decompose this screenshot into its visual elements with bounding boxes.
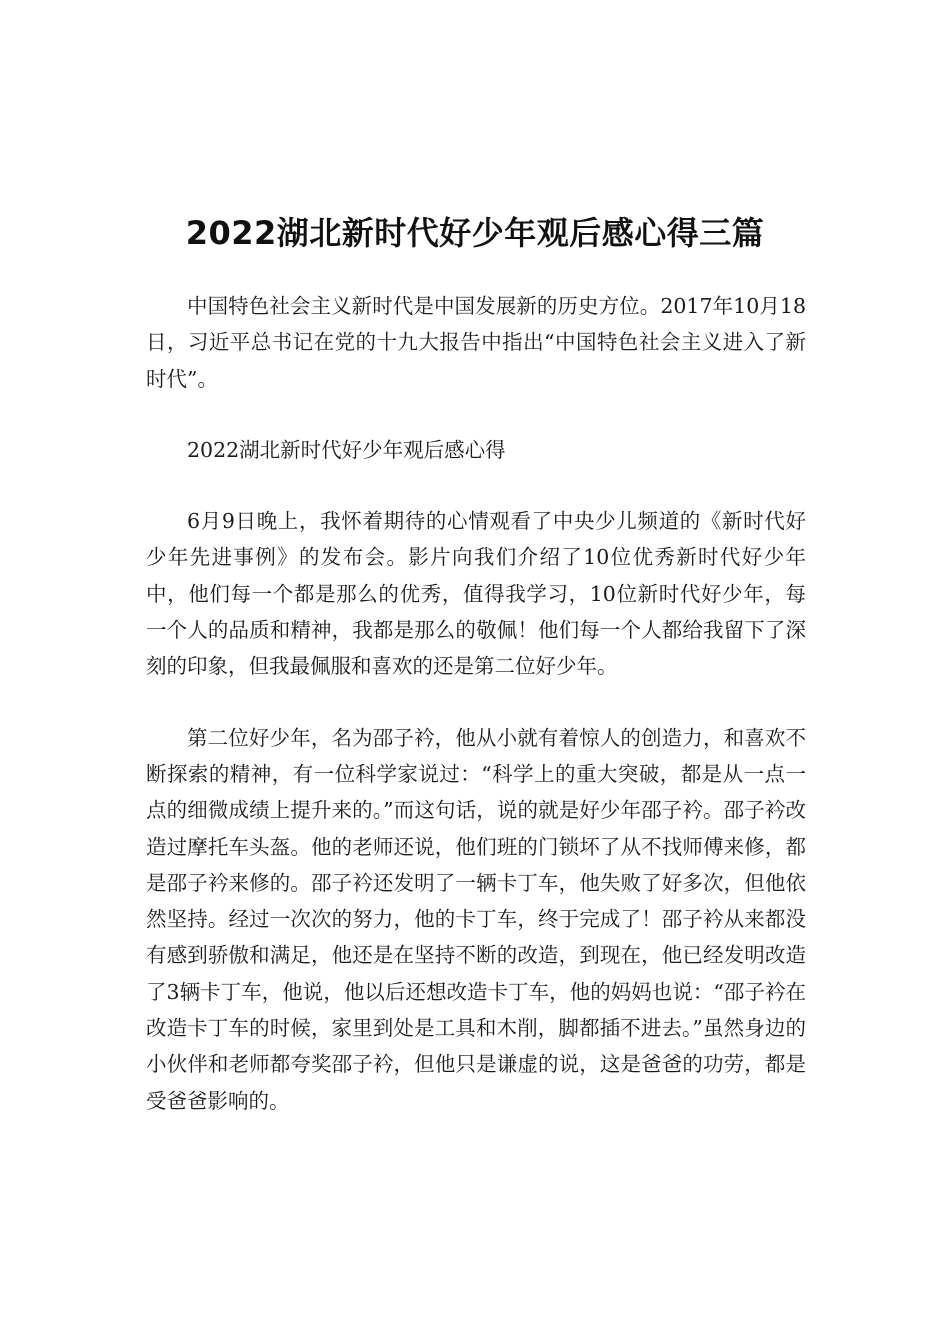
body-paragraph: 6月9日晚上，我怀着期待的心情观看了中央少儿频道的《新时代好少年先进事例》的发布会。影片向我们介绍了10位优秀新时代好少年中，他们每一个都是那么的优秀，值得我学习，10位新时代好少年，每一个人的品质和精神，我都是那么的敬佩！他们每一个人都给我留下了深刻的印象，但我最佩服和喜欢的还是第二位好少年。 bbox=[146, 509, 806, 679]
section-heading: 2022湖北新时代好少年观后感心得 bbox=[187, 437, 506, 462]
body-paragraph: 第二位好少年，名为邵子衿，他从小就有着惊人的创造力，和喜欢不断探索的精神，有一位科学家说过：“科学上的重大突破，都是从一点一点的细微成绩上提升来的。”而这句话，说的就是好少年邵子衿。邵子衿改造过摩托车头盔。他的老师还说，他们班的门锁坏了从不找师傅来修，都是邵子衿来修的。邵子衿还发明了一辆卡丁车，他失败了好多次，但他依然坚持。经过一次次的努力，他的卡丁车，终于完成了！邵子衿从来都没有感到骄傲和满足，他还是在坚持不断的改造，到现在，他已经发明改造了3辆卡丁车，他说，他以后还想改造卡丁车，他的妈妈也说：“邵子衿在改造卡丁车的时候，家里到处是工具和木削，脚都插不进去。”虽然身边的小伙伴和老师都夸奖邵子衿，但他只是谦虚的说，这是爸爸的功劳，都是受爸爸影响的。 bbox=[146, 725, 806, 1113]
document-body bbox=[146, 288, 806, 1154]
intro-paragraph: 中国特色社会主义新时代是中国发展新的历史方位。2017年10月18日，习近平总书记在党的十九大报告中指出“中国特色社会主义进入了新时代”。 bbox=[146, 294, 806, 391]
document-title: 2022湖北新时代好少年观后感心得三篇 bbox=[185, 214, 765, 252]
